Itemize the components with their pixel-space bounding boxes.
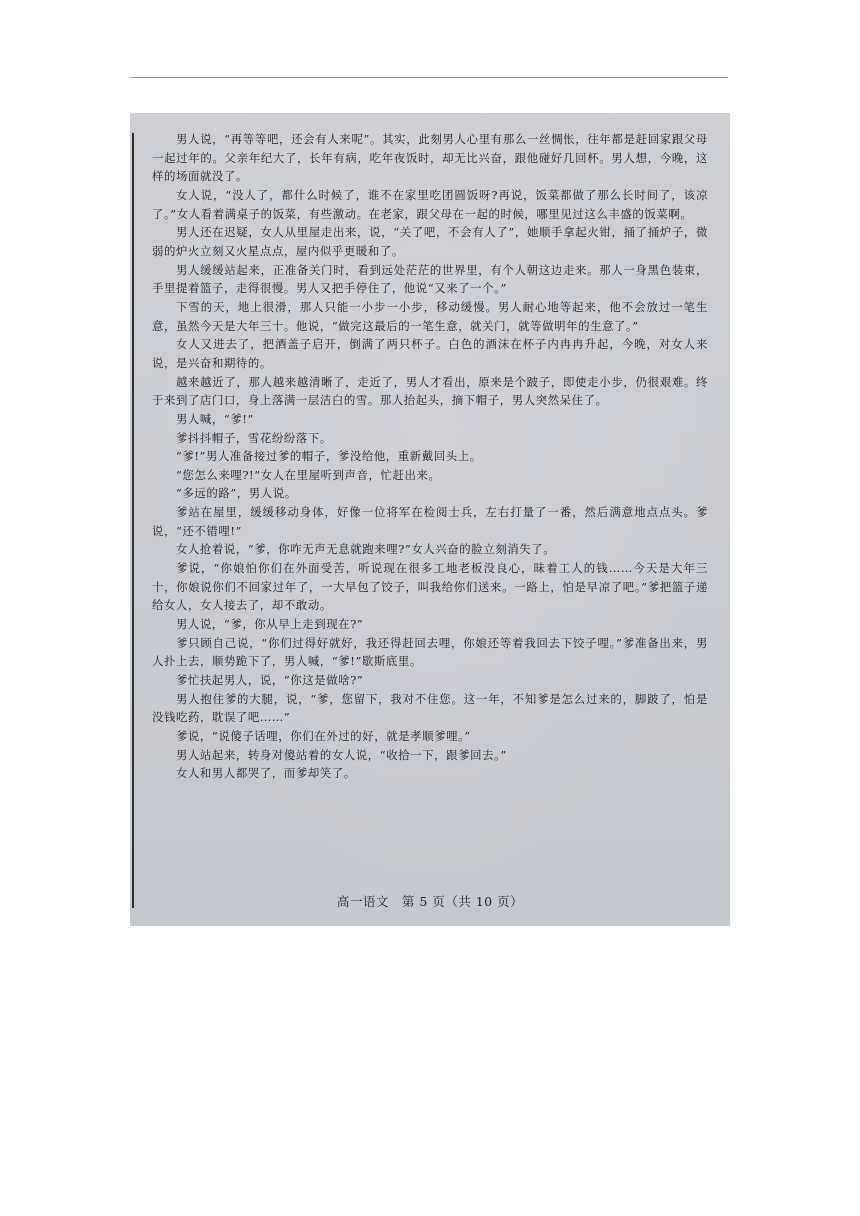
paragraph: 男人喊，“爹!” [175,411,254,426]
scanned-page [130,113,730,926]
page-footer: 高一语文 第 5 页（共 10 页） [336,894,524,909]
paragraph: 下雪的天，地上很滑，那人只能一小步一小步，移动缓慢。男人耐心地等起来，他不会放过一笔生意，虽然今天是大年三十。他说，“做完这最后的一笔生意，就关门，就等做明年的生意了。” [152,299,708,333]
paragraph: “爹!”男人准备接过爹的帽子，爹没给他，重新戴回头上。 [175,449,482,464]
paragraph: 女人和男人都哭了，而爹却笑了。 [175,766,356,781]
paragraph: 男人说，“爹，你从早上走到现在?” [175,617,364,632]
paragraph: “您怎么来哩?!”女人在里屋听到声音，忙赶出来。 [175,467,441,482]
paragraph: 男人缓缓站起来，正准备关门时，看到远处茫茫的世界里，有个人朝这边走来。那人一身黑色装束，手里提着篮子，走得很慢。男人又把手停住了，他说“又来了一个。” [152,262,708,296]
story-text [152,130,708,783]
paragraph: 女人又进去了，把酒盖子启开，倒满了两只杯子。白色的酒沫在杯子内冉冉升起，今晚，对女人来说，是兴奋和期待的。 [152,337,708,370]
paragraph: 爹说，“说傻子话哩，你们在外过的好，就是孝顺爹哩。” [175,729,471,743]
paragraph: 女人说，“没人了，都什么时候了，谁不在家里吃团圆饭呀?再说，饭菜都做了那么长时间了，该凉了。”女人看着满桌子的饭菜，有些激动。在老家，跟父母在一起的时候，哪里见过这么丰盛的饭菜啊。 [152,187,708,221]
paragraph: 越来越近了，那人越来越清晰了，走近了，男人才看出，原来是个跛子，即使走小步，仍很艰难。终于来到了店门口，身上落满一层洁白的雪。那人抬起头，摘下帽子，男人突然呆住了。 [152,374,708,408]
paragraph: “多远的路”，男人说。 [175,486,297,501]
paragraph: 爹抖抖帽子，雪花纷纷落下。 [175,430,332,445]
paragraph: 男人站起来，转身对傻站着的女人说，“收拾一下，跟爹回去。” [175,747,507,762]
paragraph: 男人抱住爹的大腿，说，“爹，您留下，我对不住您。这一年，不知爹是怎么过来的，脚跛了，怕是没钱吃药，耽误了吧……” [152,691,708,725]
paragraph: 爹说，“你娘怕你们在外面受苦，听说现在很多工地老板没良心，昧着工人的钱……今天是大年三十，你娘说你们不回家过年了，一大早包了饺子，叫我给你们送来。一路上，怕是早凉了吧。”爹把篮子递给女人，女人接去了，却不敢动。 [152,561,708,613]
page-edge-shadow [132,133,134,908]
paragraph: 男人说，“再等等吧，还会有人来呢”。其实，此刻男人心里有那么一丝惆怅，往年都是赶回家跟父母一起过年的。父亲年纪大了，长年有病，吃年夜饭时，却无比兴奋，跟他碰好几回杯。男人想，今晚，这样的场面就没了。 [152,132,708,184]
header-rule [130,77,728,78]
paragraph: 女人抢着说，“爹，你咋无声无息就跑来哩?”女人兴奋的脸立刻消失了。 [175,542,556,557]
paragraph: 爹只顾自己说，“你们过得好就好，我还得赶回去哩，你娘还等着我回去下饺子哩。”爹准备出来，男人扑上去，顺势跪下了，男人喊，“爹!”歇斯底里。 [152,635,708,669]
paragraph: 爹站在屋里，缓缓移动身体，好像一位将军在检阅士兵，左右打量了一番，然后满意地点点头。爹说，“还不错哩!” [152,505,708,538]
paragraph: 男人还在迟疑，女人从里屋走出来，说，“关了吧，不会有人了”，她顺手拿起火钳，捅了捅炉子，微弱的炉火立刻又火星点点，屋内似乎更暖和了。 [152,225,708,258]
paragraph: 爹忙扶起男人，说，“你这是做啥?” [175,673,364,688]
